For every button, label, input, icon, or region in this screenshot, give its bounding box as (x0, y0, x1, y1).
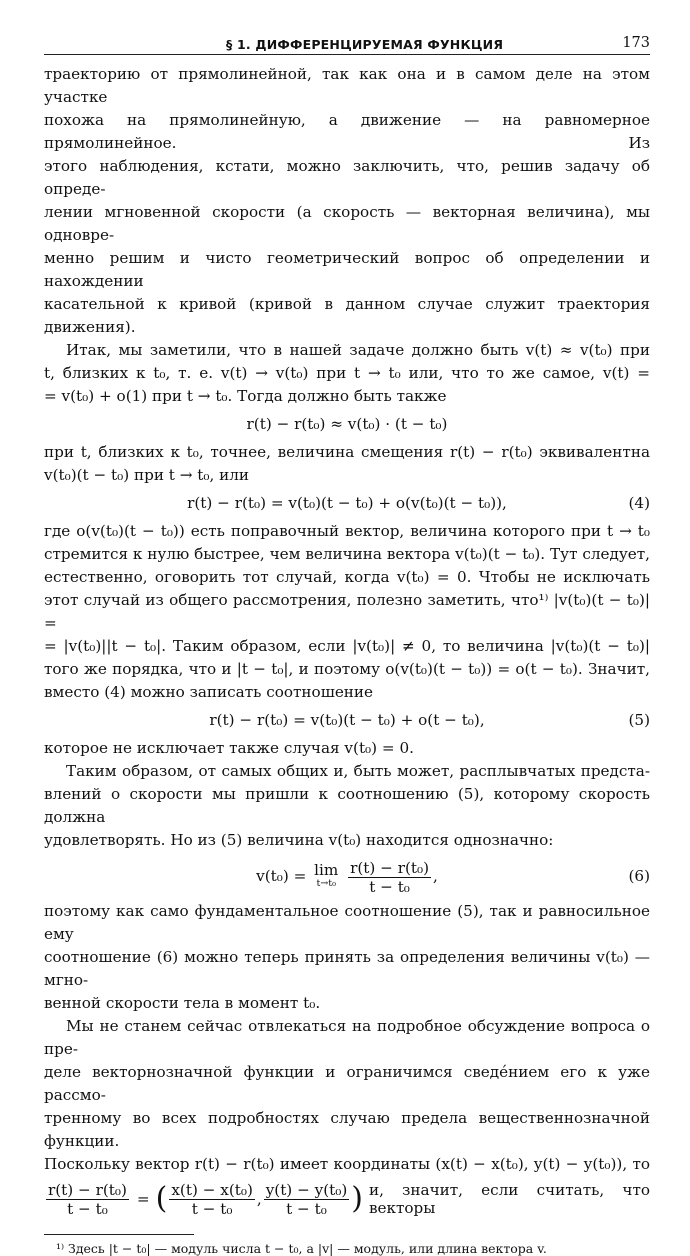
text-line: = v(t₀) + o(1) при t → t₀. Тогда должно быть также (44, 387, 447, 405)
running-header (44, 32, 650, 55)
text-line: которое не исключает также случая v(t₀) = 0. (44, 739, 414, 757)
paragraph-4 (44, 520, 650, 704)
footnote: ¹⁾ Здесь |t − t₀| — модуль числа t − t₀, а |v| — модуль, или длина вектора v. (56, 1241, 547, 1256)
limit-label: lim (314, 861, 339, 879)
text-line: тренному во всех подробностях случаю предела вещественнозначной функции. (44, 1109, 650, 1150)
equation-6 (44, 852, 650, 900)
fraction (264, 1181, 350, 1218)
text-line: при t, близких к t₀, точнее, величина смещения r(t) − r(t₀) эквивалентна (44, 443, 650, 461)
fraction-denominator: t − t₀ (369, 877, 410, 896)
paragraph-6 (44, 760, 650, 852)
text-line: удовлетворять. Но из (5) величина v(t₀) находится однозначно: (44, 831, 554, 849)
text-line: v(t₀)(t − t₀) при t → t₀, или (44, 466, 249, 484)
text-line: t, близких к t₀, т. е. v(t) → v(t₀) при t → t₀ или, что то же самое, v(t) = (44, 364, 650, 382)
text-line: и, значит, если считать, что векторы (368, 1181, 650, 1217)
text-line: менно решим и чисто геометрический вопрос об определении и нахождении (44, 249, 650, 290)
text-line: венной скорости тела в момент t₀. (44, 994, 321, 1012)
fraction (46, 1181, 129, 1218)
page (44, 32, 650, 1256)
fraction (169, 1181, 255, 1218)
text-line: где o(v(t₀)(t − t₀)) есть поправочный вектор, величина которого при t → t₀ (44, 522, 650, 540)
text-line: Итак, мы заметили, что в нашей задаче должно быть v(t) ≈ v(t₀) при (66, 341, 650, 359)
text-line: вместо (4) можно записать соотношение (44, 683, 374, 701)
text-line: стремится к нулю быстрее, чем величина вектора v(t₀)(t − t₀). Тут следует, (44, 545, 650, 563)
equals-sign: = (136, 1190, 150, 1208)
limit-operator (314, 863, 338, 891)
page-number: 173 (622, 35, 650, 51)
fraction-denominator: t − t₀ (286, 1199, 327, 1218)
text-line: поэтому как само фундаментальное соотношение (5), так и равносильное ему (44, 902, 650, 943)
header-title: § 1. ДИФФЕРЕНЦИРУЕМАЯ ФУНКЦИЯ (226, 37, 504, 52)
paragraph-3 (44, 441, 650, 487)
equation-number: (5) (628, 711, 650, 729)
fraction-denominator: t − t₀ (191, 1199, 233, 1218)
equation-text: r(t) − r(t₀) ≈ v(t₀) · (t − t₀) (246, 415, 448, 433)
fraction-numerator: r(t) − r(t₀) (350, 858, 430, 877)
right-paren: ) (351, 1181, 363, 1216)
text-line: влений о скорости мы пришли к соотношению (5), которому скорость должна (44, 785, 650, 826)
equation-number: (4) (628, 494, 650, 512)
equation-approx (44, 408, 650, 441)
left-paren: ( (155, 1181, 168, 1216)
equation-tail: , (433, 867, 438, 885)
text-line: = |v(t₀)||t − t₀|. Таким образом, если |v(t₀)| ≠ 0, то величина |v(t₀)(t − t₀)| (44, 637, 650, 655)
text-line: деле векторнозначной функции и ограничимся сведе́нием его к уже рассмо- (44, 1063, 650, 1104)
text-line: того же порядка, что и |t − t₀|, и поэтому o(v(t₀)(t − t₀)) = o(t − t₀). Значит, (44, 660, 650, 678)
text-line: Поскольку вектор r(t) − r(t₀) имеет координаты (x(t) − x(t₀), y(t) − y(t₀)), то (44, 1155, 650, 1173)
equation-5 (44, 704, 650, 737)
text-line: Мы не станем сейчас отвлекаться на подробное обсуждение вопроса о пре- (44, 1017, 650, 1058)
equation-4 (44, 487, 650, 520)
text-line: этого наблюдения, кстати, можно заключить, что, решив задачу об опреде- (44, 157, 650, 198)
text-line: траекторию от прямолинейной, так как она и в самом деле на этом участке (44, 65, 650, 106)
paragraph-1 (44, 63, 650, 339)
fraction-numerator: r(t) − r(t₀) (48, 1180, 127, 1199)
comma: , (256, 1190, 262, 1208)
equation-lhs: v(t₀) = (256, 867, 307, 885)
text-line: естественно, оговорить тот случай, когда v(t₀) = 0. Чтобы не исключать (44, 568, 650, 586)
fraction (348, 859, 431, 896)
limit-subscript: t→t₀ (316, 878, 336, 889)
paragraph-5 (44, 737, 650, 760)
inline-fraction-line (44, 1176, 650, 1222)
fraction-numerator: y(t) − y(t₀) (265, 1180, 348, 1199)
equation-number: (6) (628, 867, 650, 885)
fraction-numerator: x(t) − x(t₀) (171, 1180, 253, 1199)
page-body (44, 63, 650, 1256)
equation-text: r(t) − r(t₀) = v(t₀)(t − t₀) + o(v(t₀)(t − t₀)), (187, 494, 507, 512)
paragraph-8 (44, 1015, 650, 1176)
text-line: соотношение (6) можно теперь принять за определения величины v(t₀) — мгно- (44, 948, 650, 989)
text-line: касательной к кривой (кривой в данном случае служит траектория движения). (44, 295, 650, 336)
fraction-denominator: t − t₀ (67, 1199, 108, 1218)
text-line: этот случай из общего рассмотрения, полезно заметить, что¹⁾ |v(t₀)(t − t₀)| = (44, 591, 650, 632)
paragraph-2 (44, 339, 650, 408)
footnote-rule (44, 1234, 194, 1235)
text-line: похожа на прямолинейную, а движение — на равномерное прямолинейное. Из (44, 111, 650, 152)
paragraph-7 (44, 900, 650, 1015)
text-line: лении мгновенной скорости (а скорость — векторная величина), мы одновре- (44, 203, 650, 244)
text-line: Таким образом, от самых общих и, быть может, расплывчатых предста- (66, 762, 650, 780)
equation-text: r(t) − r(t₀) = v(t₀)(t − t₀) + o(t − t₀), (209, 711, 485, 729)
